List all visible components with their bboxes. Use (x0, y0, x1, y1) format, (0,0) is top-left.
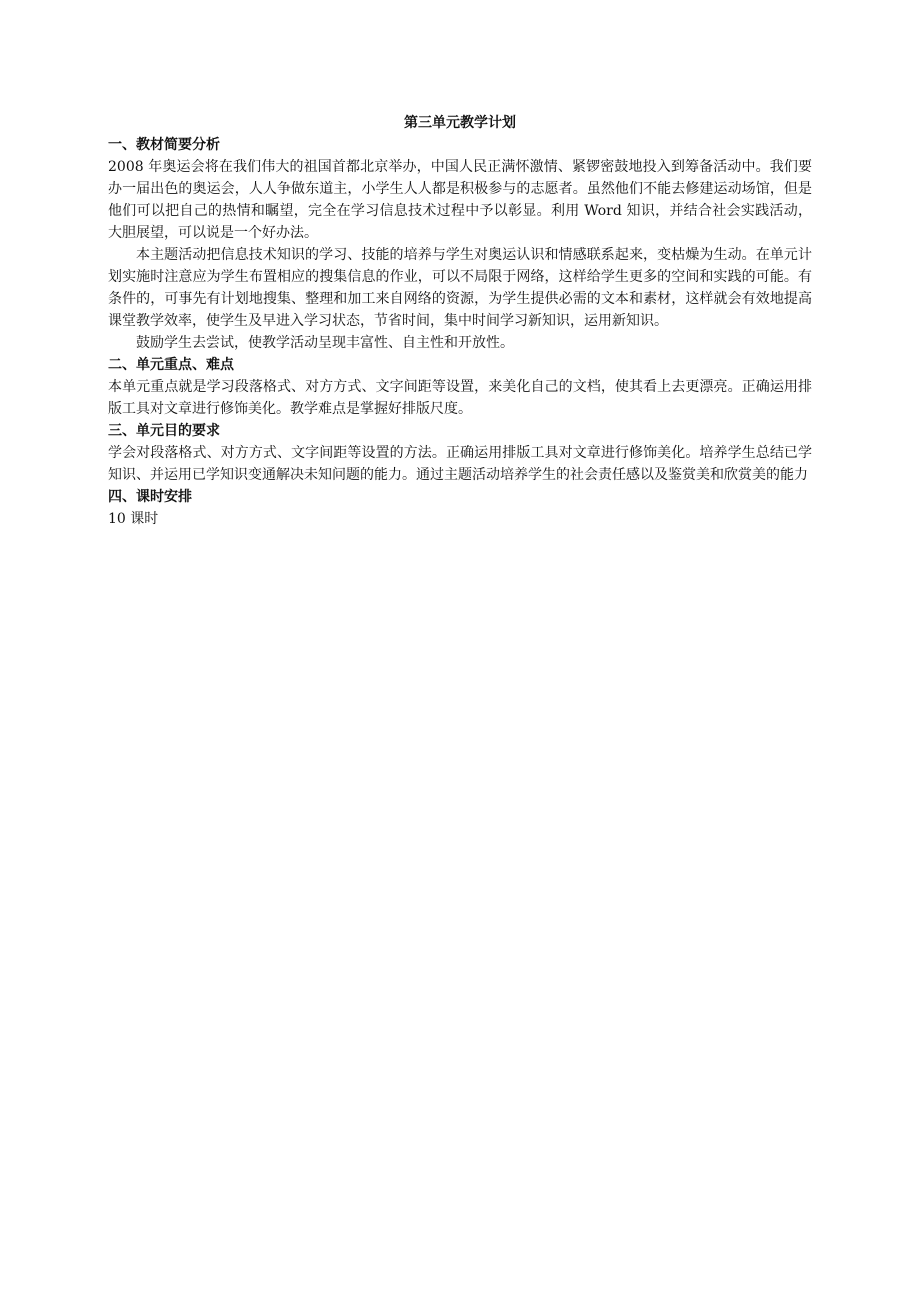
section-heading-textbook-analysis: 一、教材简要分析 (108, 137, 220, 153)
section-1-paragraph-2: 本主题活动把信息技术知识的学习、技能的培养与学生对奥运认识和情感联系起来，变枯燥为生动。在单元计划实施时注意应为学生布置相应的搜集信息的作业，可以不局限于网络，这样给学生更多的空间和实践的可能。有条件的，可事先有计划地搜集、整理和加工来自网络的资源，为学生提供必需的文本和素材，这样就会有效地提高课堂教学效率，使学生及早进入学习状态，节省时间，集中时间学习新知识，运用新知识。 (108, 247, 812, 329)
section-heading-objectives: 三、单元目的要求 (108, 423, 220, 439)
section-3-paragraph-1: 学会对段落格式、对方方式、文字间距等设置的方法。正确运用排版工具对文章进行修饰美化。培养学生总结已学知识、并运用已学知识变通解决未知问题的能力。通过主题活动培养学生的社会责任感以及鉴赏美和欣赏美的能力 (108, 445, 812, 483)
section-1-paragraph-1: 2008 年奥运会将在我们伟大的祖国首都北京举办，中国人民正满怀激情、紧锣密鼓地投入到筹备活动中。我们要办一届出色的奥运会，人人争做东道主，小学生人人都是积极参与的志愿者。虽然他们不能去修建运动场馆，但是他们可以把自己的热情和瞩望，完全在学习信息技术过程中予以彰显。利用 Word 知识，并结合社会实践活动，大胆展望，可以说是一个好办法。 (108, 159, 812, 241)
section-1-paragraph-3: 鼓励学生去尝试，使教学活动呈现丰富性、自主性和开放性。 (136, 335, 514, 351)
section-heading-schedule: 四、课时安排 (108, 489, 192, 505)
section-4-paragraph-1: 10 课时 (108, 511, 159, 527)
document-page (108, 112, 812, 530)
document-title: 第三单元教学计划 (404, 115, 516, 131)
section-heading-key-points: 二、单元重点、难点 (108, 357, 234, 373)
section-2-paragraph-1: 本单元重点就是学习段落格式、对方方式、文字间距等设置，来美化自己的文档，使其看上去更漂亮。正确运用排版工具对文章进行修饰美化。教学难点是掌握好排版尺度。 (108, 379, 812, 417)
